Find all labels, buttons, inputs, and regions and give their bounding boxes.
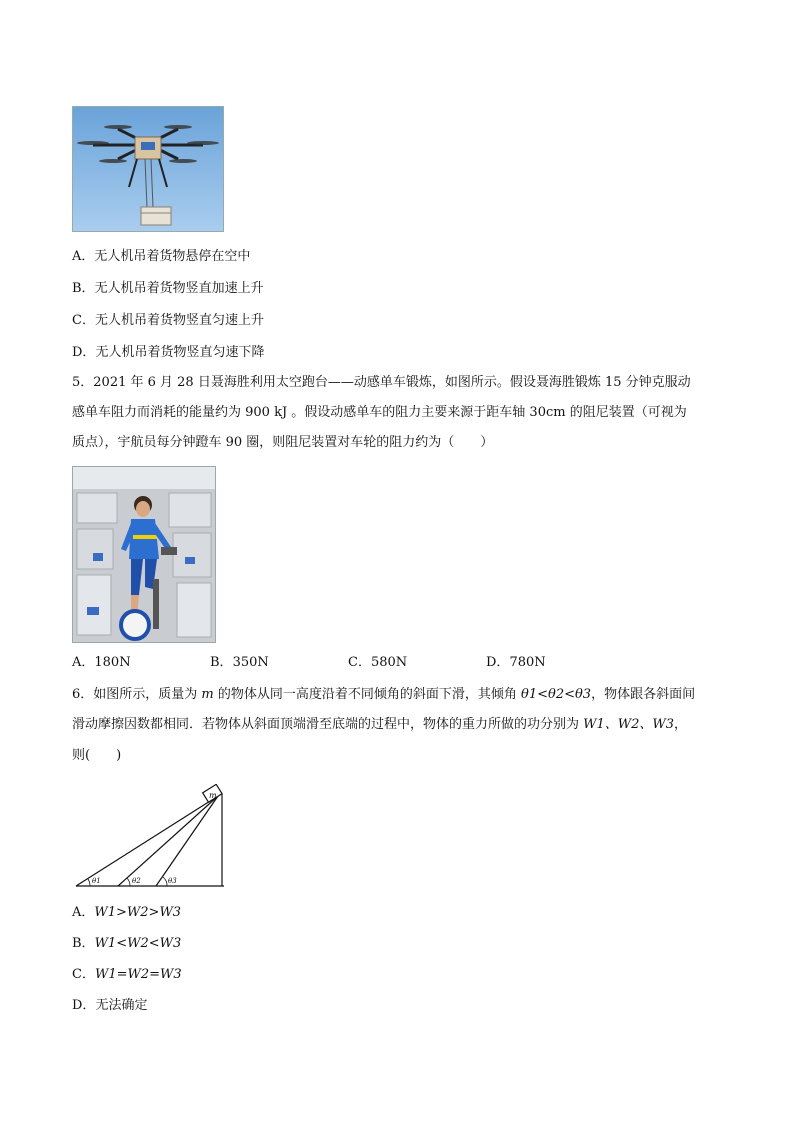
astronaut-bike-photo: [72, 466, 216, 643]
q5-stem-line-1: 5．2021 年 6 月 28 日聂海胜利用太空跑台——动感单车锻炼，如图所示。假设聂海胜锻炼 15 分钟克服动: [72, 375, 691, 390]
q4-option-c: C．无人机吊着货物竖直匀速上升: [72, 313, 264, 328]
q5-stem-line-2: 感单车阻力而消耗的能量约为 900 kJ 。假设动感单车的阻力主要来源于距车轴 30cm 的阻尼装置（可视为: [72, 405, 687, 420]
q6-stem-line-3: 则( ): [72, 748, 122, 763]
angle-label-1: θ1: [92, 877, 101, 885]
q5-option-b: B．350N: [210, 655, 269, 670]
angle-relation: θ1<θ2<θ3: [521, 687, 592, 702]
q5-option-a: A．180N: [72, 655, 131, 670]
q6-stem-line-2: 滑动摩擦因数都相同．若物体从斜面顶端滑至底端的过程中，物体的重力所做的功分别为 W1、W2、W3，: [72, 717, 688, 732]
q4-option-a: A．无人机吊着货物悬停在空中: [72, 249, 251, 264]
q6-option-a: A．W1>W2>W3: [72, 905, 182, 920]
incline-diagram: [72, 784, 228, 890]
q6-option-d: D．无法确定: [72, 998, 148, 1013]
drone-photo: [72, 106, 224, 232]
q5-stem-line-3: 质点），宇航员每分钟蹬车 90 圈，则阻尼装置对车轮的阻力约为（ ）: [72, 435, 494, 450]
q5-option-d: D．780N: [486, 655, 546, 670]
q6-option-b: B．W1<W2<W3: [72, 936, 182, 951]
angle-label-2: θ2: [132, 877, 141, 885]
q5-option-c: C．580N: [348, 655, 408, 670]
q6-option-c: C．W1=W2=W3: [72, 967, 182, 982]
q4-option-b: B．无人机吊着货物竖直加速上升: [72, 281, 264, 296]
mass-symbol: m: [201, 687, 214, 702]
work-symbols: W1、W2、W3: [583, 717, 675, 732]
q6-stem-line-1: 6．如图所示，质量为 m 的物体从同一高度沿着不同倾角的斜面下滑，其倾角 θ1<θ2<θ3，物体跟各斜面间: [72, 687, 696, 702]
angle-label-3: θ3: [168, 877, 177, 885]
q4-option-d: D．无人机吊着货物竖直匀速下降: [72, 345, 265, 360]
block-label: m: [209, 791, 217, 800]
